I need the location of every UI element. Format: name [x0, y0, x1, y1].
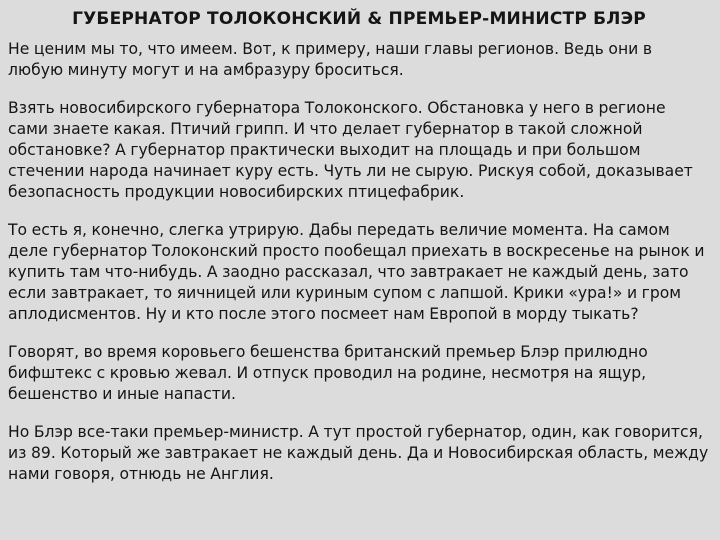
page-title: ГУБЕРНАТОР ТОЛОКОНСКИЙ & ПРЕМЬЕР-МИНИСТР БЛЭР: [72, 9, 646, 29]
paragraph-1: Не ценим мы то, что имеем. Вот, к примеру, наши главы регионов. Ведь они в любую минуту могут и на амбразуру броситься.: [8, 40, 653, 79]
paragraph-2: Взять новосибирского губернатора Толоконского. Обстановка у него в регионе сами знаете какая. Птичий грипп. И что делает губернатор в такой сложной обстановке? А губернатор практически выходит на площадь и при большом стечении народа начинает куру есть. Чуть ли не сырую. Рискуя собой, доказывает безопасность продукции новосибирских птицефабрик.: [8, 99, 693, 201]
paragraph-4: Говорят, во время коровьего бешенства британский премьер Блэр прилюдно бифштекс с кровью жевал. И отпуск проводил на родине, несмотря на ящур, бешенство и иные напасти.: [8, 343, 648, 403]
paragraph-3: То есть я, конечно, слегка утрирую. Дабы передать величие момента. На самом деле губернатор Толоконский просто пообещал приехать в воскресенье на рынок и купить там что-нибудь. А заодно рассказал, что завтракает не каждый день, зато если завтракает, то яичницей или куриным супом с лапшой. Крики «ура!» и гром аплодисментов. Ну и кто после этого посмеет нам Европой в морду тыкать?: [8, 221, 705, 323]
paragraph-5: Но Блэр все-таки премьер-министр. А тут простой губернатор, один, как говорится, из 89. Который же завтракает не каждый день. Да и Новосибирская область, между нами говоря, отнюдь не Англия.: [8, 423, 709, 483]
